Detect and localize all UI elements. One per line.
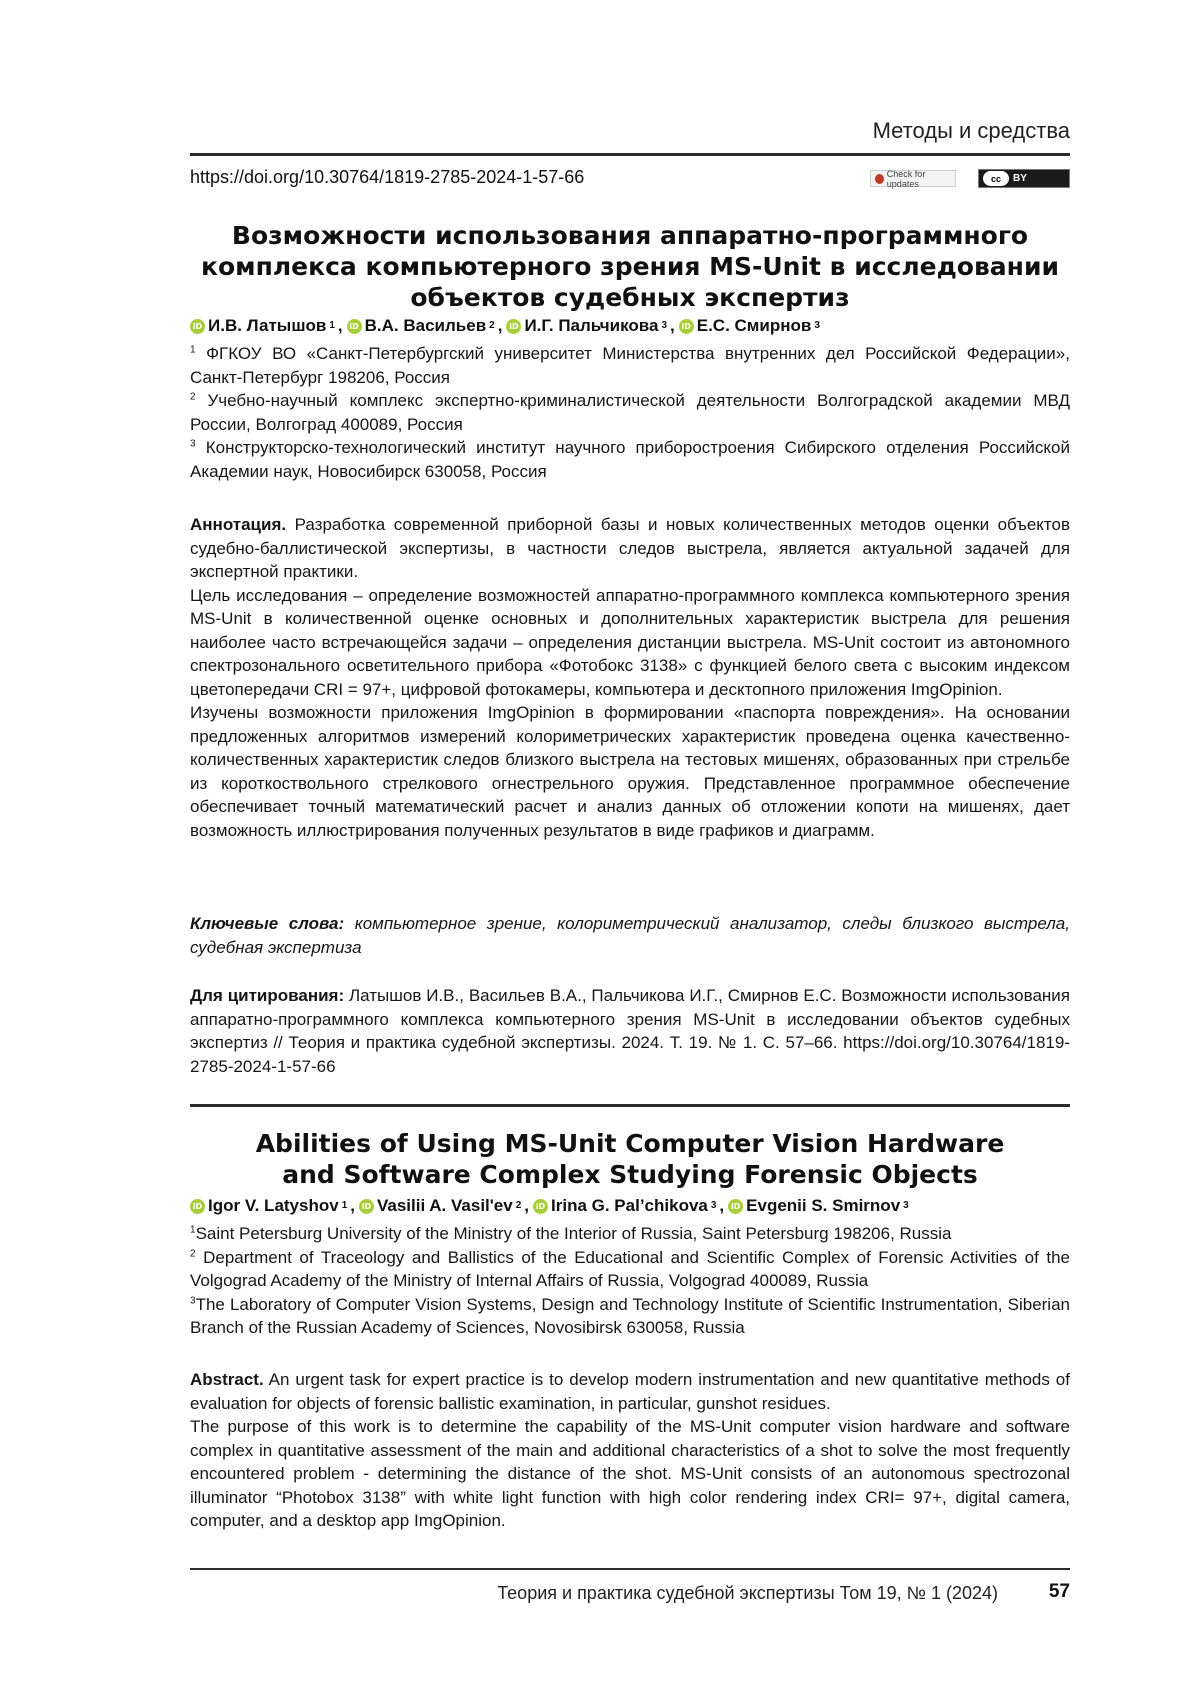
license-label: BY (1013, 173, 1027, 184)
abstract-text: An urgent task for expert practice is to develop modern instrumentation and new quantitative methods of evaluation for objects of forensic ballistic examination, in particular, gunshot residues. (190, 1370, 1070, 1413)
affiliation-text: Учебно-научный комплекс экспертно-криминалистической деятельности Волгоградской академии МВД России, Волгоград 400089, Россия (190, 391, 1070, 434)
orcid-icon[interactable]: iD (679, 319, 694, 334)
abstract-label: Аннотация. (190, 515, 287, 534)
ru-author: iD В.А. Васильев 2 , (347, 316, 503, 336)
abstract-paragraph: Цель исследования – определение возможностей аппаратно-программного комплекса компьютерного зрения MS-Unit в количественной оценке основных и дополнительных характеристик выстрела для решения наиболее часто встречающейся задачи – определения дистанции выстрела. MS-Unit состоит из автономного спектрозонального осветительного прибора «Фотобокс 3138» с функцией белого света с высоким индексом цветопередачи CRI = 97+, цифровой фотокамеры, компьютера и десктопного приложения ImgOpinion. (190, 585, 1070, 699)
en-author: iD Igor V. Latyshov 1 , (190, 1196, 355, 1216)
section-divider (190, 1104, 1070, 1107)
affiliation-sup: 3 (190, 438, 196, 450)
en-title-line: and Software Complex Studying Forensic Objects (282, 1160, 978, 1189)
author-sep: , (497, 316, 503, 335)
author-sep: , (670, 316, 675, 335)
affiliation (190, 1293, 1070, 1340)
doi-row (190, 165, 1070, 191)
affiliation-text: The Laboratory of Computer Vision Systems, Design and Technology Institute of Scientific Instrumentation, Siberian Branch of the Russian Academy of Sciences, Novosibirsk 630058, Russia (190, 1294, 1070, 1337)
affiliation (190, 1246, 1070, 1293)
ru-title-line: комплекса компьютерного зрения MS-Unit в исследовании (201, 252, 1059, 281)
abstract-paragraph: Изучены возможности приложения ImgOpinion в формировании «паспорта повреждения». На основании предложенных алгоритмов измерений колориметрических характеристик проведена оценка качественно-количественных характеристик следов близкого выстрела на тестовых мишенях, образованных при стрельбе из короткоствольного стрелкового огнестрельного оружия. Представленное программное обеспечение обеспечивает точный математический расчет и анализ данных об отложении копоти на мишенях, дает возможность иллюстрирования полученных результатов в виде графиков и диаграмм. (190, 703, 1070, 840)
ru-author: iD Е.С. Смирнов 3 (679, 316, 823, 336)
author-name: В.А. Васильев (364, 316, 487, 335)
orcid-icon[interactable]: iD (533, 1199, 548, 1214)
en-title-line: Abilities of Using MS-Unit Computer Vision Hardware (255, 1129, 1005, 1158)
affiliation-text: Saint Petersburg University of the Ministry of the Interior of Russia, Saint Petersburg 198206, Russia (195, 1224, 952, 1243)
author-sep: , (350, 1196, 355, 1215)
doi-link[interactable]: https://doi.org/10.30764/1819-2785-2024-1-57-66 (190, 167, 585, 187)
ru-title-line: объектов судебных экспертиз (410, 283, 850, 312)
check-updates-icon (875, 174, 884, 184)
author-name: Evgenii S. Smirnov (746, 1196, 901, 1215)
abstract-paragraph: The purpose of this work is to determine the capability of the MS-Unit computer vision hardware and software complex in quantitative assessment of the main and additional characteristics of a shot to solve the most frequently encountered problem - determining the distance of the shot. MS-Unit consists of an autonomous spectrozonal illuminator “Photobox 3138” with white light function with high color rendering index CRI= 97+, digital camera, computer, and a desktop app ImgOpinion. (190, 1417, 1070, 1530)
orcid-icon[interactable]: iD (347, 319, 362, 334)
ru-author: iD И.В. Латышов 1 , (190, 316, 343, 336)
abstract-paragraph (190, 1368, 1070, 1415)
author-name: Е.С. Смирнов (696, 316, 812, 335)
affiliation (190, 1222, 1070, 1246)
author-name: Vasilii A. Vasil'ev (376, 1196, 513, 1215)
en-authors (190, 1196, 1070, 1216)
affiliation-sup: 1 (190, 1224, 196, 1236)
affiliation (190, 389, 1070, 436)
orcid-icon[interactable]: iD (728, 1199, 743, 1214)
author-sep: , (719, 1196, 725, 1215)
en-title (190, 1128, 1070, 1190)
author-sep: , (337, 316, 343, 335)
cc-license-badge[interactable] (978, 169, 1070, 188)
citation-paragraph (190, 984, 1070, 1078)
ru-keywords (190, 912, 1070, 959)
author-name: Irina G. Pal’chikova (551, 1196, 708, 1215)
orcid-icon[interactable]: iD (359, 1199, 374, 1214)
orcid-icon[interactable]: iD (190, 1199, 205, 1214)
page-footer (190, 1581, 1070, 1607)
ru-title (190, 220, 1070, 313)
orcid-icon[interactable]: iD (190, 319, 205, 334)
ru-citation (190, 984, 1070, 1078)
check-updates-label: Check for updates (886, 168, 926, 189)
en-author: iD Irina G. Pal’chikova 3 , (533, 1196, 724, 1216)
affiliation-text: Конструкторско-технологический институт научного приборостроения Сибирского отделения Российской Академии наук, Новосибирск 630058, Россия (190, 438, 1070, 481)
cc-icon: cc (983, 171, 1009, 186)
section-label: Методы и средства (872, 118, 1070, 143)
citation-text: Латышов И.В., Васильев В.А., Пальчикова И.Г., Смирнов Е.С. Возможности использования аппаратно-программного комплекса компьютерного зрения MS-Unit в исследовании объектов судебных экспертиз // Теория и практика судебной экспертизы. 2024. Т. 19. № 1. С. 57–66. https://doi.org/10.30764/1819-2785-2024-1-57-66 (190, 986, 1071, 1076)
affiliation (190, 342, 1070, 389)
en-abstract (190, 1368, 1070, 1533)
author-name: Igor V. Latyshov (208, 1196, 339, 1215)
ru-abstract (190, 513, 1070, 842)
ru-affiliations (190, 342, 1070, 483)
affiliation-sup: 3 (190, 1294, 196, 1306)
journal-title: Теория и практика судебной экспертизы Том 19, № 1 (2024) (497, 1583, 998, 1603)
affiliation-sup: 2 (190, 1247, 196, 1259)
footer-rule (190, 1568, 1070, 1570)
header-rule (190, 153, 1070, 156)
author-name: И.В. Латышов (208, 316, 327, 335)
abstract-label: Abstract. (190, 1370, 264, 1389)
en-affiliations (190, 1222, 1070, 1340)
keywords-paragraph (190, 912, 1070, 959)
affiliation-text: Department of Traceology and Ballistics of the Educational and Scientific Complex of Forensic Activities of the Volgograd Academy of the Ministry of Internal Affairs of Russia, Volgograd 400089, Russia (190, 1247, 1070, 1290)
check-for-updates-badge[interactable] (870, 170, 956, 187)
ru-authors (190, 316, 1070, 336)
author-sep: , (524, 1196, 530, 1215)
author-name: И.Г. Пальчикова (524, 316, 659, 335)
orcid-icon[interactable]: iD (506, 319, 521, 334)
en-author: iD Vasilii A. Vasil'ev 2 , (359, 1196, 529, 1216)
affiliation-sup: 1 (190, 344, 196, 356)
page-number: 57 (1048, 1581, 1070, 1602)
affiliation-sup: 2 (190, 391, 196, 403)
abstract-paragraph (190, 513, 1070, 584)
keywords-label: Ключевые слова: (190, 914, 345, 933)
citation-label: Для цитирования: (190, 986, 345, 1005)
affiliation (190, 436, 1070, 483)
keywords-text: компьютерное зрение, колориметрический анализатор, следы близкого выстрела, судебная экспертиза (190, 914, 1070, 957)
abstract-text: Разработка современной приборной базы и новых количественных методов оценки объектов судебно-баллистической экспертизы, в частности следов выстрела, является актуальной задачей для экспертной практики. (190, 515, 1070, 581)
ru-title-line: Возможности использования аппаратно-программного (231, 221, 1029, 250)
en-author: iD Evgenii S. Smirnov 3 (728, 1196, 912, 1216)
ru-author: iD И.Г. Пальчикова 3 , (506, 316, 674, 336)
affiliation-text: ФГКОУ ВО «Санкт-Петербургский университет Министерства внутренних дел Российской Федерации», Санкт-Петербург 198206, Россия (190, 344, 1070, 387)
